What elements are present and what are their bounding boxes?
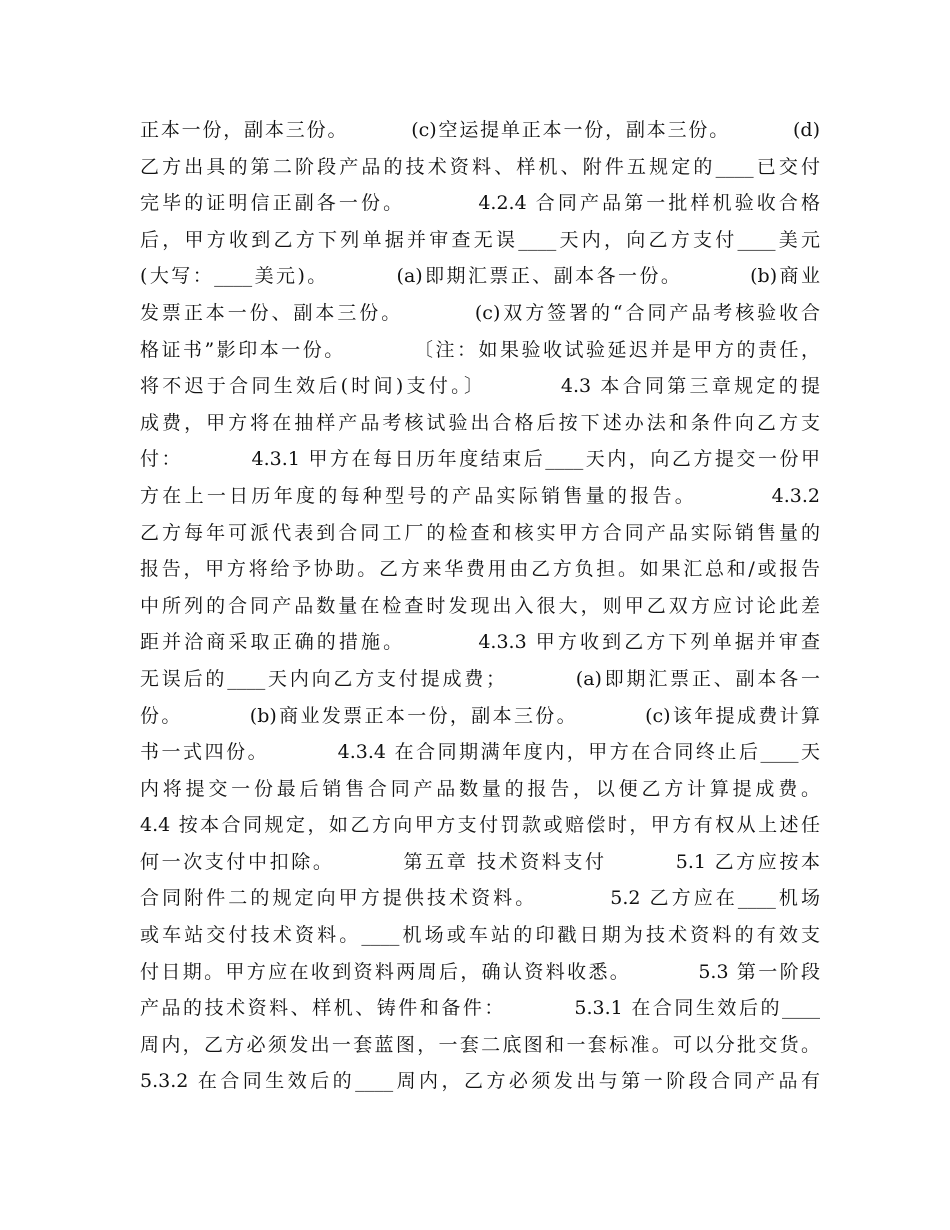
- text-line: 或车站交付技术资料。____机场或车站的印戳日期为技术资料的有效支: [140, 924, 820, 947]
- text-line: 无误后的____天内向乙方支付提成费； (a)即期汇票正、副本各一: [140, 667, 820, 690]
- text-line: 乙方每年可派代表到合同工厂的检查和核实甲方合同产品实际销售量的: [140, 521, 820, 544]
- text-line: 完毕的证明信正副各一份。 4.2.4 合同产品第一批样机验收合格: [140, 192, 820, 215]
- text-line: 付： 4.3.1 甲方在每日历年度结束后____天内，向乙方提交一份甲: [140, 448, 820, 471]
- text-line: 报告，甲方将给予协助。乙方来华费用由乙方负担。如果汇总和/或报告: [140, 558, 820, 581]
- text-line: 何一次支付中扣除。 第五章 技术资料支付 5.1 乙方应按本: [140, 850, 820, 873]
- text-line: 中所列的合同产品数量在检查时发现出入很大，则甲乙双方应讨论此差: [140, 594, 820, 617]
- text-line: 4.4 按本合同规定，如乙方向甲方支付罚款或赔偿时，甲方有权从上述任: [140, 814, 820, 837]
- contract-text-body: [140, 112, 820, 1100]
- text-line: 成费，甲方将在抽样产品考核试验出合格后按下述办法和条件向乙方支: [140, 411, 820, 434]
- text-line: 乙方出具的第二阶段产品的技术资料、样机、附件五规定的____已交付: [140, 155, 820, 178]
- text-line: 合同附件二的规定向甲方提供技术资料。 5.2 乙方应在____机场: [140, 887, 820, 910]
- text-line: 周内，乙方必须发出一套蓝图，一套二底图和一套标准。可以分批交货。: [140, 1033, 820, 1056]
- text-line: 书一式四份。 4.3.4 在合同期满年度内，甲方在合同终止后____天: [140, 741, 820, 764]
- text-line: 产品的技术资料、样机、铸件和备件： 5.3.1 在合同生效后的____: [140, 997, 820, 1020]
- text-line: 正本一份，副本三份。 (c)空运提单正本一份，副本三份。 (d): [140, 119, 820, 141]
- text-line: 份。 (b)商业发票正本一份，副本三份。 (c)该年提成费计算: [140, 704, 820, 727]
- text-line: 将不迟于合同生效后(时间)支付。〕 4.3 本合同第三章规定的提: [140, 375, 820, 398]
- text-line: 后，甲方收到乙方下列单据并审查无误____天内，向乙方支付____美元: [140, 228, 820, 251]
- text-line: 5.3.2 在合同生效后的____周内，乙方必须发出与第一阶段合同产品有: [140, 1070, 820, 1093]
- text-line: 付日期。甲方应在收到资料两周后，确认资料收悉。 5.3 第一阶段: [140, 960, 820, 983]
- text-line: 方在上一日历年度的每种型号的产品实际销售量的报告。 4.3.2: [140, 484, 820, 507]
- text-line: (大写：____美元)。 (a)即期汇票正、副本各一份。 (b)商业: [140, 265, 820, 288]
- text-line: 内将提交一份最后销售合同产品数量的报告，以便乙方计算提成费。: [140, 777, 820, 800]
- text-line: 距并洽商采取正确的措施。 4.3.3 甲方收到乙方下列单据并审查: [140, 631, 820, 654]
- text-line: 格证书”影印本一份。 〔注：如果验收试验延迟并是甲方的责任，: [140, 338, 820, 361]
- text-line: 发票正本一份、副本三份。 (c)双方签署的“合同产品考核验收合: [140, 301, 820, 324]
